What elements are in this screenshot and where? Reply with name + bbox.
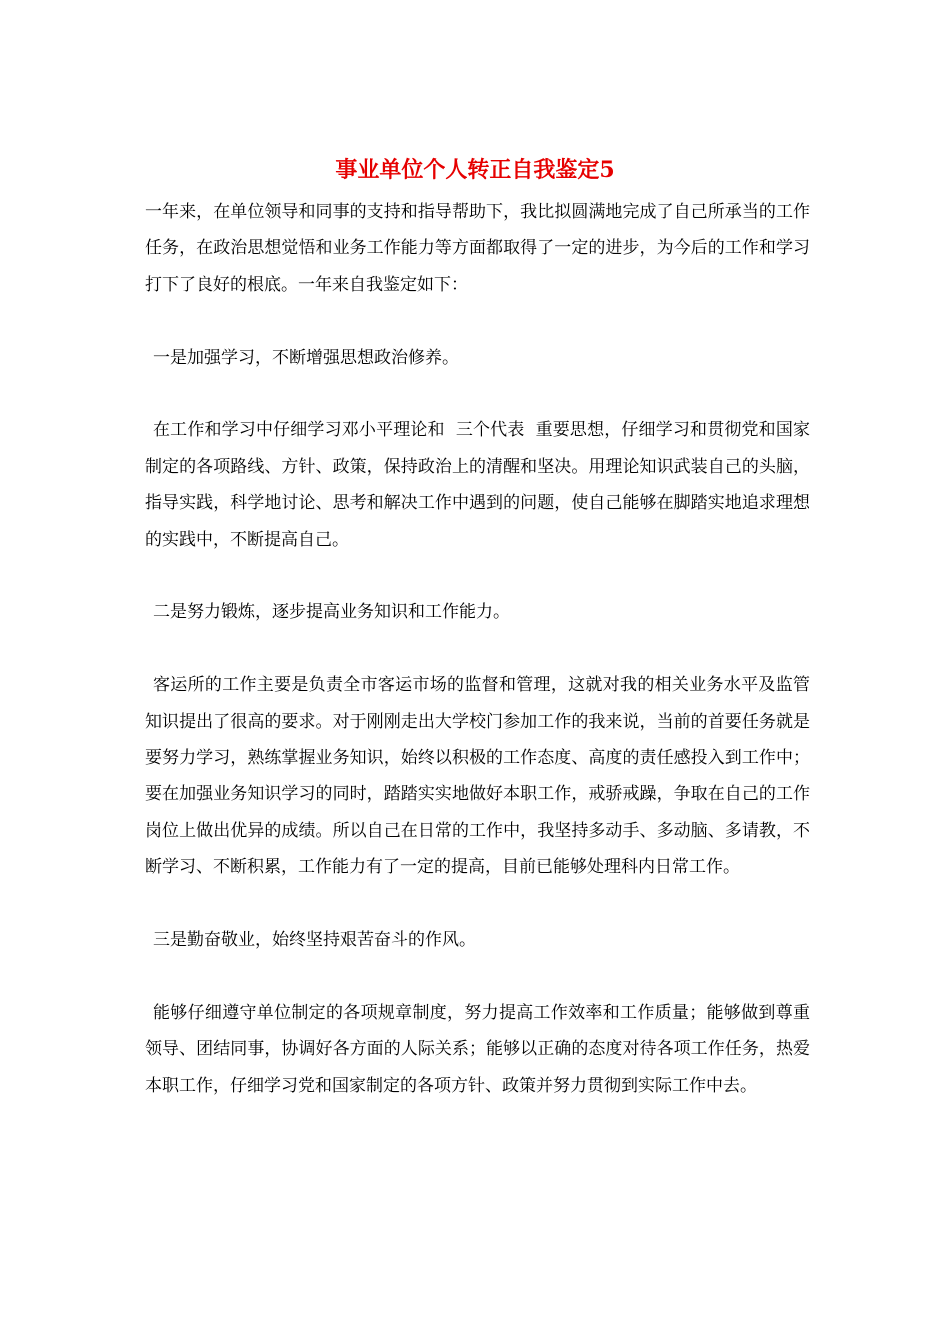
paragraph-spacer (145, 631, 810, 667)
section-heading-1: 一是加强学习，不断增强思想政治修养。 (153, 347, 459, 368)
paragraph-section-2: 客运所的工作主要是负责全市客运市场的监督和管理，这就对我的相关业务水平及监管知识提出了很高的要求。对于刚刚走出大学校门参加工作的我来说，当前的首要任务就是要努力学习，熟练掌握业务知识，始终以积极的工作态度、高度的责任感投入到工作中；要在加强业务知识学习的同时，踏踏实实地做好本职工作，戒骄戒躁，争取在自己的工作岗位上做出优异的成绩。所以自己在日常的工作中，我坚持多动手、多动脑、多请教，不断学习、不断积累，工作能力有了一定的提高，目前已能够处理科内日常工作。 (145, 675, 810, 878)
paragraph-spacer (145, 958, 810, 994)
document-title: 事业单位个人转正自我鉴定5 (335, 157, 615, 183)
paragraph-section-1: 在工作和学习中仔细学习邓小平理论和 三个代表 重要思想，仔细学习和贯彻党和国家制定的各项路线、方针、政策，保持政治上的清醒和坚决。用理论知识武装自己的头脑，指导实践，科学地讨论、思考和解决工作中遇到的问题，使自己能够在脚踏实地追求理想的实践中，不断提高自己。 (145, 420, 810, 550)
paragraph-spacer (145, 558, 810, 594)
paragraph-spacer (145, 886, 810, 922)
section-heading-3: 三是勤奋敬业，始终坚持艰苦奋斗的作风。 (153, 930, 476, 951)
document-body (145, 194, 810, 1104)
paragraph-spacer (145, 376, 810, 412)
section-heading-2: 二是努力锻炼，逐步提高业务知识和工作能力。 (153, 602, 510, 623)
paragraph-section-3: 能够仔细遵守单位制定的各项规章制度，努力提高工作效率和工作质量；能够做到尊重领导、团结同事，协调好各方面的人际关系；能够以正确的态度对待各项工作任务，热爱本职工作，仔细学习党和国家制定的各项方针、政策并努力贯彻到实际工作中去。 (145, 1002, 810, 1096)
paragraph-spacer (145, 303, 810, 339)
paragraph-intro: 一年来，在单位领导和同事的支持和指导帮助下，我比拟圆满地完成了自己所承当的工作任务，在政治思想觉悟和业务工作能力等方面都取得了一定的进步，为今后的工作和学习打下了良好的根底。一年来自我鉴定如下： (145, 202, 810, 295)
